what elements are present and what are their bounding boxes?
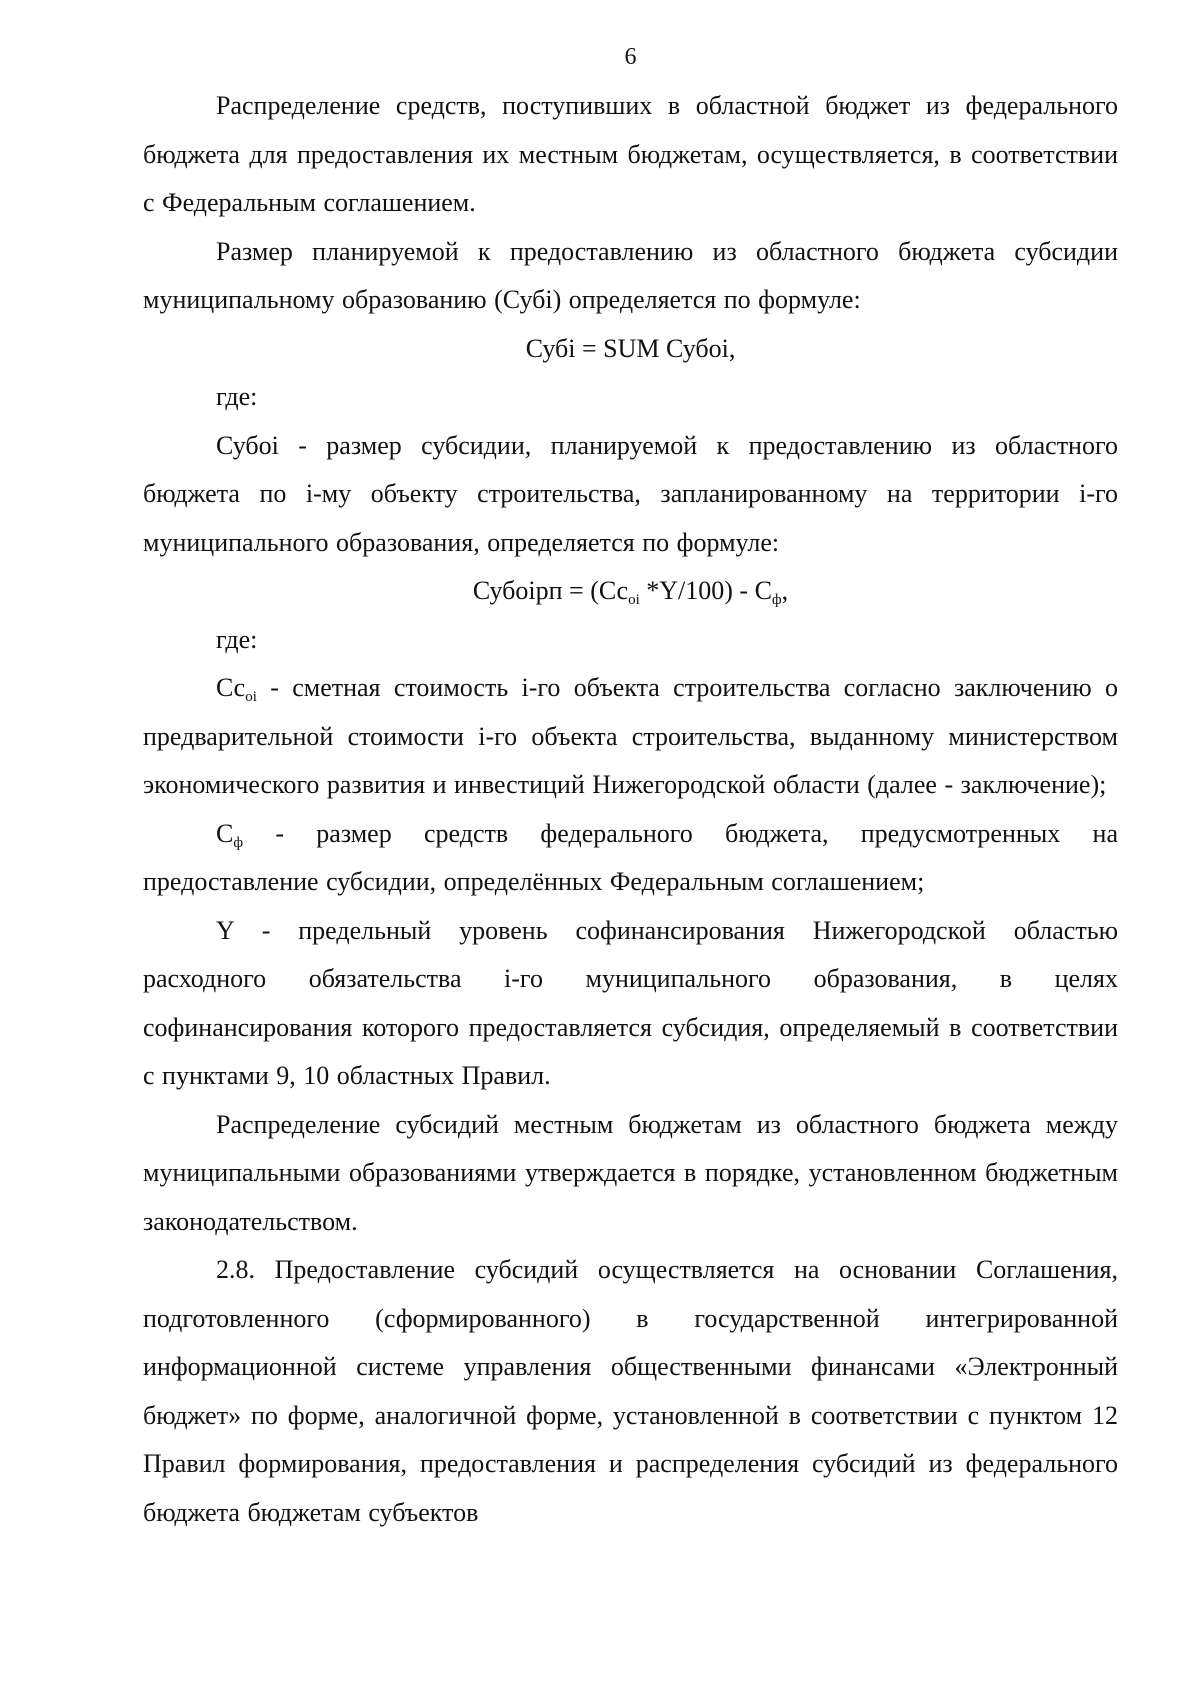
definition-text: - размер средств федерального бюджета, предусмотренных на предоставление субсидии, определённых Федеральным соглашением; <box>143 818 1118 896</box>
document-page <box>143 42 1118 1537</box>
where-label: где: <box>216 382 258 411</box>
page-number: 6 <box>624 44 637 70</box>
definition-estimated-cost <box>143 664 1118 810</box>
formula-part: *Y/100) - С <box>639 576 772 605</box>
definition-cofinancing-level: Y - предельный уровень софинансирования Нижегородской областью расходного обязательства i-го муниципального образования, в целях софинансирования которого предоставляется субсидия, определяемый в соответствии с пунктами 9, 10 областных Правил. <box>143 915 1118 1090</box>
definition-text: - сметная стоимость i-го объекта строительства согласно заключению о предварительной стоимости i-го объекта строительства, выданному министерством экономического развития и инвестиций Нижегородской области (далее - заключение); <box>143 673 1118 799</box>
paragraph-federal-distribution: Распределение средств, поступивших в областной бюджет из федерального бюджета для предоставления их местным бюджетам, осуществляется, в соответствии с Федеральным соглашением. <box>143 91 1118 217</box>
paragraph-distribution-approval: Распределение субсидий местным бюджетам из областного бюджета между муниципальными образованиями утверждается в порядке, установленном бюджетным законодательством. <box>143 1109 1118 1236</box>
paragraph-2-8-agreement: 2.8. Предоставление субсидий осуществляется на основании Соглашения, подготовленного (сформированного) в государственной интегрированной информационной системе управления общественными финансами «Электронный бюджет» по форме, аналогичной форме, установленной в соответствии с пунктом 12 Правил формирования, предоставления и распределения субсидий из федерального бюджета бюджетам субъектов <box>143 1255 1118 1527</box>
definition-federal-funds <box>143 810 1118 907</box>
formula-part: Субоiрп = (Сс <box>472 576 629 605</box>
definition-symbol: С <box>216 818 234 848</box>
where-label: где: <box>216 624 258 654</box>
formula-subscript: oi <box>628 592 640 608</box>
definition-symbol: Сс <box>216 673 246 702</box>
formula-subscript: ф <box>771 592 782 608</box>
paragraph-subsidy-size: Размер планируемой к предоставлению из областного бюджета субсидии муниципальному образованию (Субi) определяется по формуле: <box>143 236 1118 314</box>
definition-subscript: ф <box>233 834 244 851</box>
formula-sum-subsidy: Субi = SUM Субоi, <box>525 333 736 363</box>
formula-subsidy-object <box>143 567 1118 616</box>
formula-part: , <box>781 576 789 605</box>
paragraph-subsidy-object: Субоi - размер субсидии, планируемой к предоставлению из областного бюджета по i-му объекту строительства, запланированному на территории i-го муниципального образования, определяется по формуле: <box>143 430 1118 557</box>
definition-subscript: oi <box>245 689 257 705</box>
